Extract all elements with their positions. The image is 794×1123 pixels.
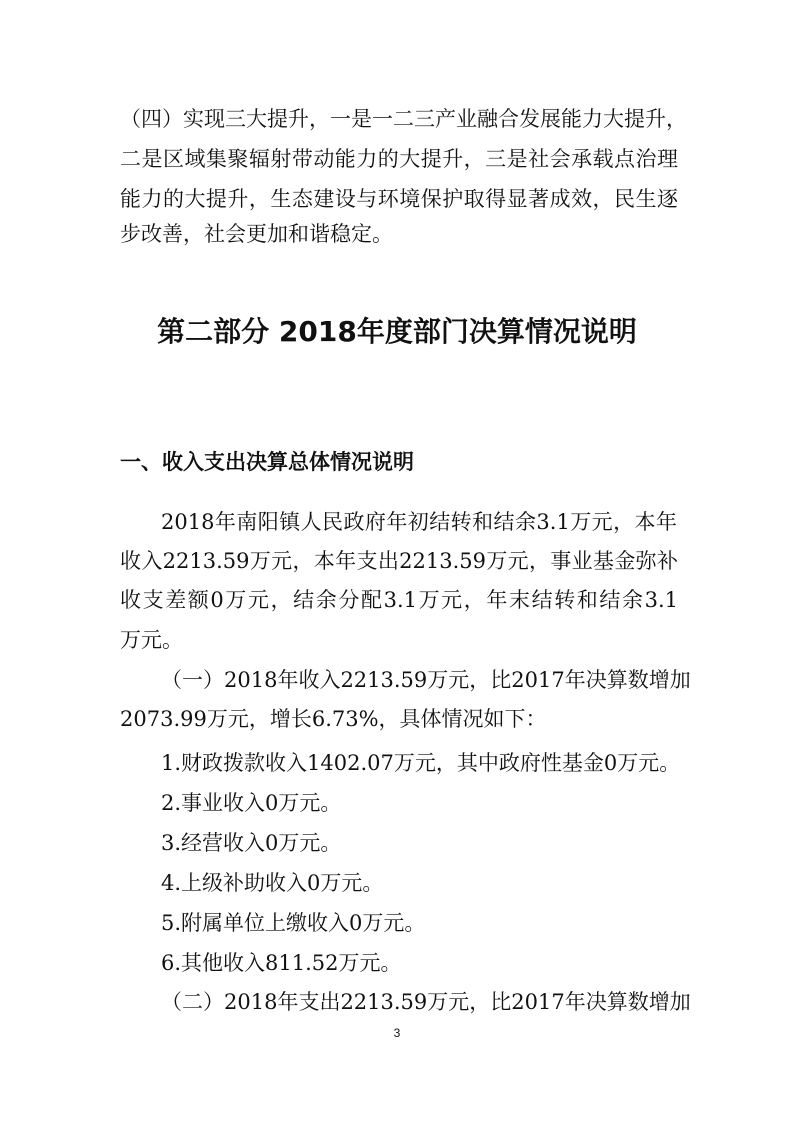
list-item: 1.财政拨款收入1402.07万元，其中政府性基金0万元。: [161, 751, 681, 775]
paragraph-line: 收入2213.59万元，本年支出2213.59万元，事业基金弥补: [120, 549, 678, 573]
list-item: 3.经营收入0万元。: [161, 831, 342, 855]
part-title: 第二部分 2018年度部门决算情况说明: [157, 315, 637, 348]
paragraph-line: 收支差额0万元，结余分配3.1万元，年末结转和结余3.1: [120, 588, 678, 612]
list-item: 2.事业收入0万元。: [161, 791, 342, 815]
paragraph-line: 能力的大提升，生态建设与环境保护取得显著成效，民生逐: [120, 187, 678, 211]
list-item: 6.其他收入811.52万元。: [161, 951, 402, 975]
paragraph-line: （二）2018年支出2213.59万元，比2017年决算数增加: [161, 990, 691, 1014]
section-heading: 一、收入支出决算总体情况说明: [120, 450, 414, 474]
paragraph-line: 2073.99万元，增长6.73%，具体情况如下：: [120, 707, 547, 731]
paragraph-line: （四）实现三大提升，一是一二三产业融合发展能力大提升，: [120, 107, 687, 131]
paragraph-line: 万元。: [120, 628, 183, 652]
list-item: 4.上级补助收入0万元。: [161, 871, 384, 895]
paragraph-line: 步改善，社会更加和谐稳定。: [120, 222, 393, 246]
page-number: 3: [393, 1026, 401, 1040]
paragraph-line: 2018年南阳镇人民政府年初结转和结余3.1万元，本年: [161, 510, 677, 534]
paragraph-line: 二是区域集聚辐射带动能力的大提升，三是社会承载点治理: [120, 147, 678, 171]
list-item: 5.附属单位上缴收入0万元。: [161, 911, 426, 935]
paragraph-line: （一）2018年收入2213.59万元，比2017年决算数增加: [161, 668, 691, 692]
